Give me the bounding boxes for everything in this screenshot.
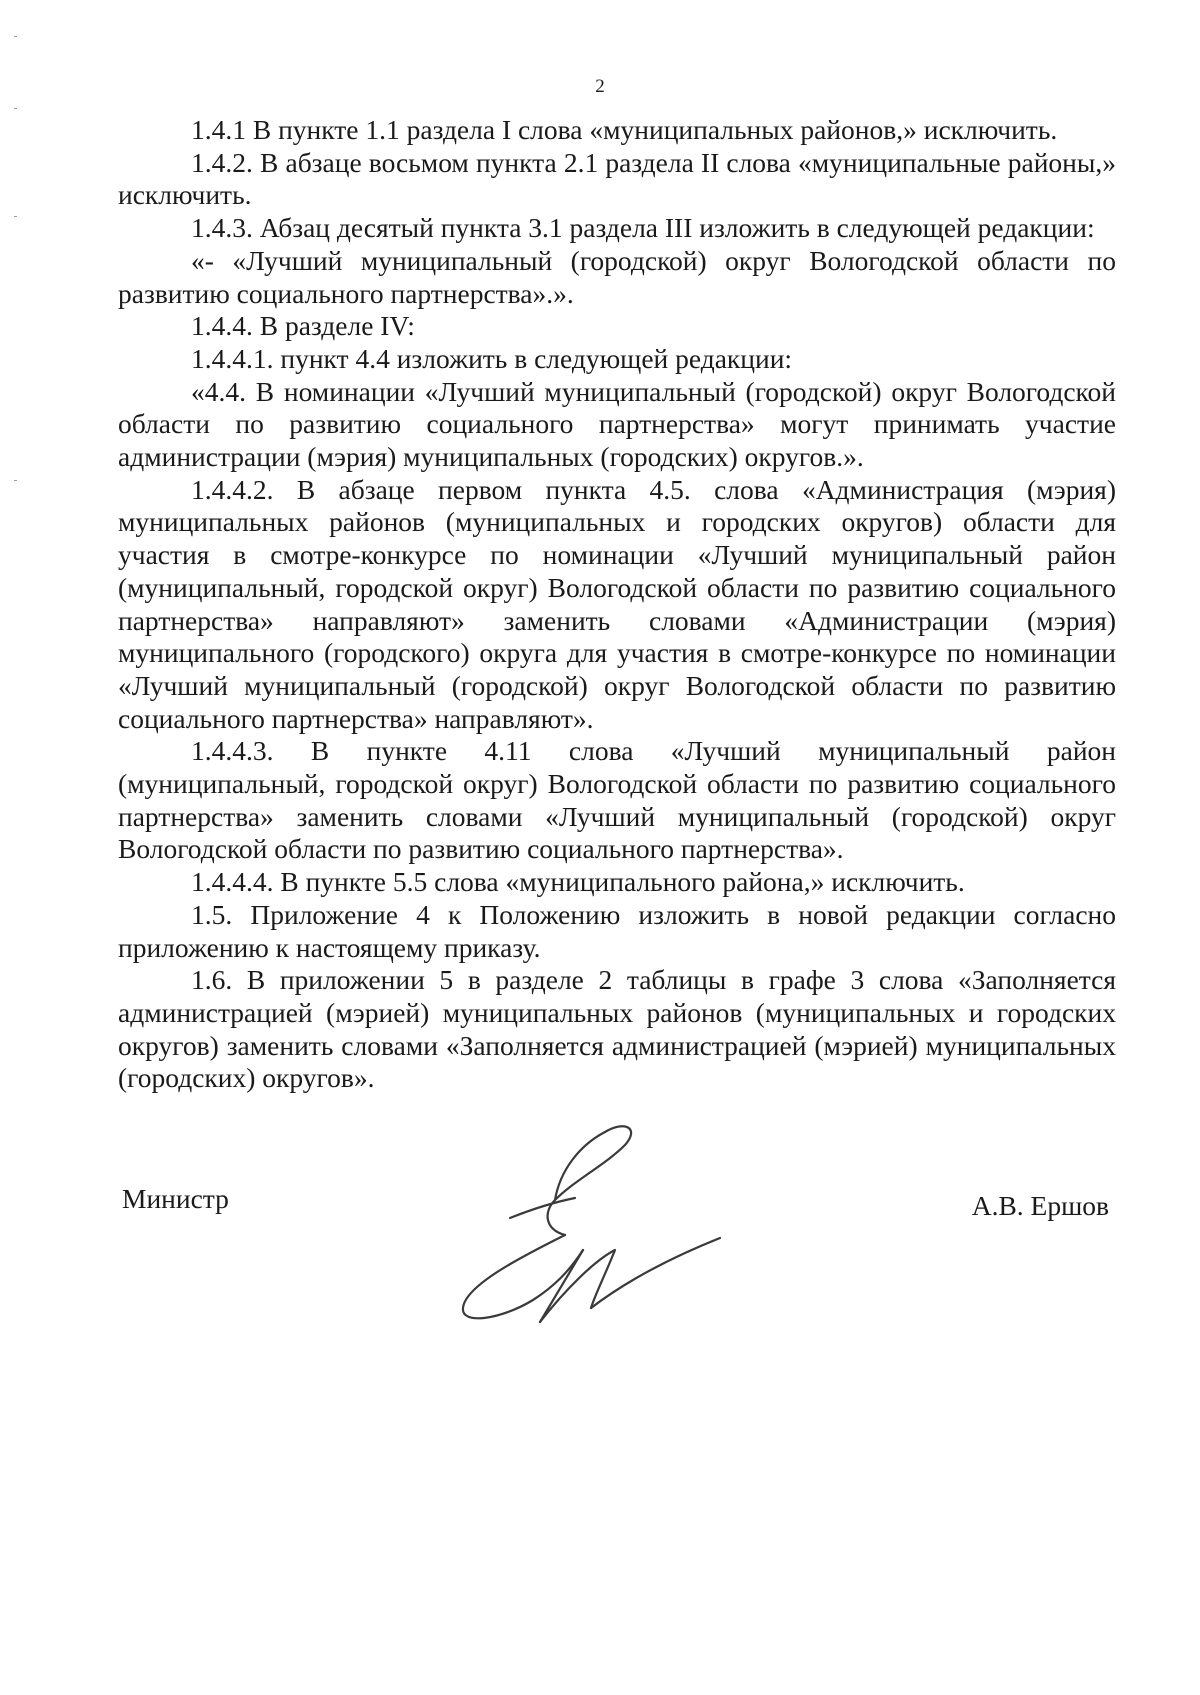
signer-name: А.В. Ершов: [971, 1190, 1109, 1221]
scan-artifact: [14, 480, 17, 481]
paragraph-1-4-3: 1.4.3. Абзац десятый пункта 3.1 раздела III изложить в следующей редакции:: [191, 212, 1095, 244]
page-number: 2: [595, 76, 605, 97]
scan-artifact: [14, 216, 17, 217]
paragraph-1-4-4: 1.4.4. В разделе IV:: [191, 310, 415, 342]
scan-artifact: [14, 108, 17, 109]
signer-position: Министр: [122, 1183, 229, 1214]
document-body: [118, 114, 1116, 1095]
paragraph-1-4-4-1: 1.4.4.1. пункт 4.4 изложить в следующей редакции:: [191, 342, 793, 374]
paragraph-1-4-1: 1.4.1 В пункте 1.1 раздела I слова «муниципальных районов,» исключить.: [191, 114, 1058, 145]
paragraph-1-4-4-3: 1.4.4.3. В пункте 4.11 слова «Лучший муниципальный район (муниципальный, городской округ) Вологодской области по развитию социального партнерства» заменить словами «Лучший муниципальный (городской) округ Вологодской области по развитию социального партнерства».: [118, 735, 1116, 865]
scan-artifact: [14, 36, 17, 37]
paragraph-1-5: 1.5. Приложение 4 к Положению изложить в новой редакции согласно приложению к настоящему приказу.: [118, 898, 1116, 963]
handwritten-signature: [455, 1110, 745, 1330]
paragraph-1-4-4-2: 1.4.4.2. В абзаце первом пункта 4.5. слова «Администрация (мэрия) муниципальных районов (муниципальных и городских округов) области для участия в смотре-конкурсе по номинации «Лучший муниципальный район (муниципальный, городской округ) Вологодской области по развитию социального партнерства» направляют» заменить словами «Администрации (мэрия) муниципального (городского) округа для участия в смотре-конкурсе по номинации «Лучший муниципальный (городской) округ Вологодской области по развитию социального партнерства» направляют».: [118, 473, 1116, 734]
paragraph-quote-nomination: «- «Лучший муниципальный (городской) округ Вологодской области по развитию социального партнерства».».: [118, 244, 1116, 309]
paragraph-1-4-2: 1.4.2. В абзаце восьмом пункта 2.1 раздела II слова «муниципальные районы,» исключить.: [118, 146, 1116, 211]
paragraph-1-4-4-4: 1.4.4.4. В пункте 5.5 слова «муниципального района,» исключить.: [191, 866, 965, 898]
paragraph-1-6: 1.6. В приложении 5 в разделе 2 таблицы в графе 3 слова «Заполняется администрацией (мэрией) муниципальных районов (муниципальных и городских округов) заменить словами «Заполняется администрацией (мэрией) муниципальных (городских) округов».: [118, 964, 1116, 1094]
paragraph-quote-4-4: «4.4. В номинации «Лучший муниципальный (городской) округ Вологодской области по развитию социального партнерства» могут принимать участие администрации (мэрия) муниципальных (городских) округов.».: [118, 375, 1116, 473]
